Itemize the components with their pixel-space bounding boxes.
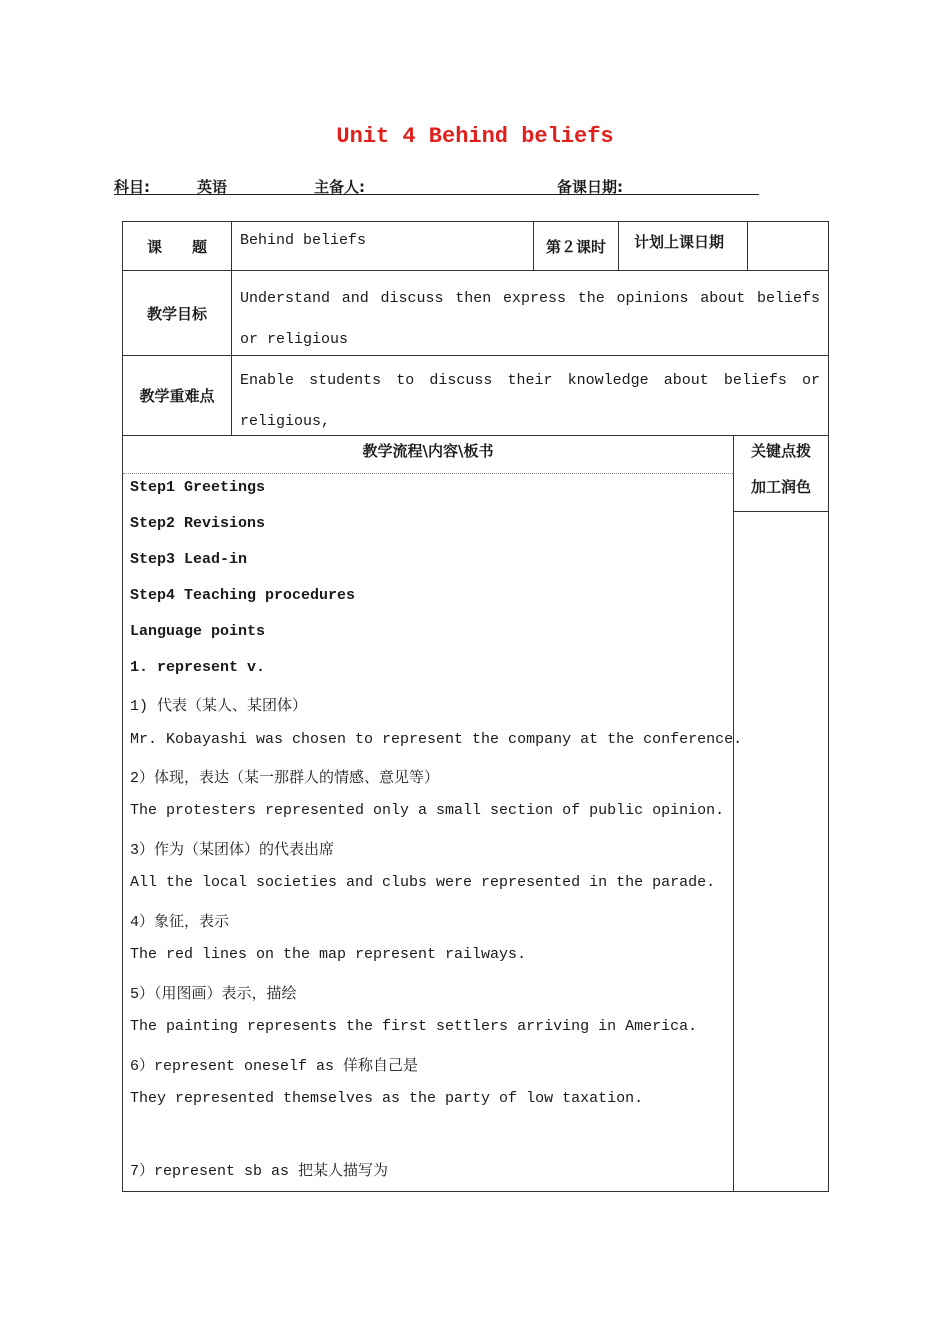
meaning-1: 1) 代表（某人、某团体） xyxy=(130,698,308,715)
meaning-6: 6）represent oneself as 佯称自己是 xyxy=(130,1058,419,1075)
notes-header-1: 关键点拨 xyxy=(750,442,811,460)
vocab-heading: 1. represent v. xyxy=(130,659,266,676)
plan-date-value xyxy=(747,221,829,271)
objectives-value: Understand and discuss then express the opinions about beliefs or religious xyxy=(231,270,829,356)
objectives-label: 教学目标 xyxy=(122,270,232,356)
meaning-4: 4）象征，表示 xyxy=(130,914,230,931)
header-divider xyxy=(123,473,733,474)
key-points-value: Enable students to discuss their knowledge about beliefs or religious, xyxy=(231,355,829,436)
period-label: 第２课时 xyxy=(533,221,619,271)
subject-label: 科目: xyxy=(114,178,150,196)
meaning-5: 5）（用图画）表示，描绘 xyxy=(130,986,297,1003)
date-label: 备课日期: xyxy=(557,178,623,196)
step-4: Step4 Teaching procedures xyxy=(130,587,356,604)
example-1: Mr. Kobayashi was chosen to represent the company at the conference. xyxy=(130,731,743,748)
example-2: The protesters represented only a small section of public opinion. xyxy=(130,802,725,819)
document-title: Unit 4 Behind beliefs xyxy=(336,124,614,149)
example-6: They represented themselves as the party of low taxation. xyxy=(130,1090,644,1107)
meaning-7: 7）represent sb as 把某人描写为 xyxy=(130,1163,389,1180)
subject-value: 英语 xyxy=(197,178,228,196)
topic-value: Behind beliefs xyxy=(231,221,534,271)
language-points-heading: Language points xyxy=(130,623,266,640)
meaning-2: 2）体现，表达（某一那群人的情感、意见等） xyxy=(130,770,440,787)
topic-label: 课 题 xyxy=(122,221,232,271)
preparer-label: 主备人: xyxy=(314,178,365,196)
step-3: Step3 Lead-in xyxy=(130,551,248,568)
plan-date-label: 计划上课日期 xyxy=(618,221,748,271)
step-2: Step2 Revisions xyxy=(130,515,266,532)
meta-row xyxy=(114,176,759,195)
example-3: All the local societies and clubs were represented in the parade. xyxy=(130,874,716,891)
example-4: The red lines on the map represent railways. xyxy=(130,946,527,963)
meaning-3: 3）作为（某团体）的代表出席 xyxy=(130,842,335,859)
notes-header-2: 加工润色 xyxy=(750,478,811,496)
process-header: 教学流程\内容\板书 xyxy=(362,442,494,460)
key-points-label: 教学重难点 xyxy=(122,355,232,436)
notes-cell xyxy=(733,435,829,1192)
example-5: The painting represents the first settlers arriving in America. xyxy=(130,1018,698,1035)
step-1: Step1 Greetings xyxy=(130,479,266,496)
